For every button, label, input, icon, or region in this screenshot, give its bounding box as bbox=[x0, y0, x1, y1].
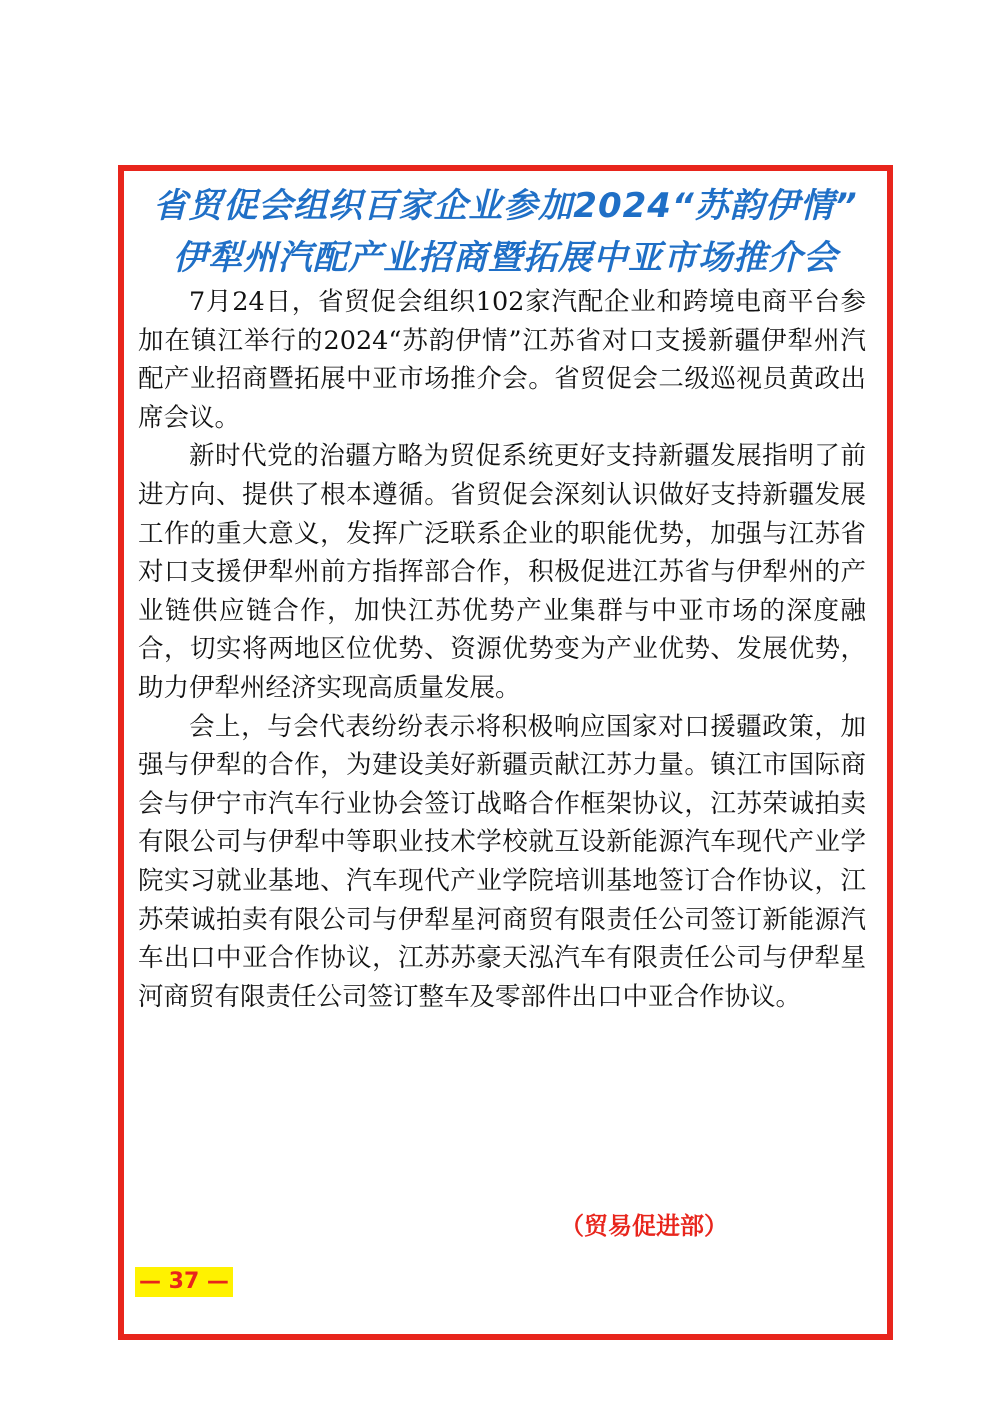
department-byline: （贸易促进部） bbox=[560, 1212, 728, 1240]
article-title bbox=[124, 180, 887, 284]
title-line-1: 省贸促会组织百家企业参加2024“苏韵伊情” bbox=[153, 186, 858, 226]
title-line-2: 伊犁州汽配产业招商暨拓展中亚市场推介会 bbox=[173, 238, 838, 278]
paragraph-1: 7月24日，省贸促会组织102家汽配企业和跨境电商平台参加在镇江举行的2024“苏韵伊情”江苏省对口支援新疆伊犁州汽配产业招商暨拓展中亚市场推介会。省贸促会二级巡视员黄政出席会议。 bbox=[138, 287, 866, 433]
paragraph-2: 新时代党的治疆方略为贸促系统更好支持新疆发展指明了前进方向、提供了根本遵循。省贸促会深刻认识做好支持新疆发展工作的重大意义，发挥广泛联系企业的职能优势，加强与江苏省对口支援伊犁州前方指挥部合作，积极促进江苏省与伊犁州的产业链供应链合作，加快江苏优势产业集群与中亚市场的深度融合，切实将两地区位优势、资源优势变为产业优势、发展优势，助力伊犁州经济实现高质量发展。 bbox=[138, 441, 866, 703]
page-number: — 37 — bbox=[135, 1267, 233, 1297]
article-body bbox=[138, 283, 866, 1016]
paragraph-3: 会上，与会代表纷纷表示将积极响应国家对口援疆政策，加强与伊犁的合作，为建设美好新疆贡献江苏力量。镇江市国际商会与伊宁市汽车行业协会签订战略合作框架协议，江苏荣诚拍卖有限公司与伊犁中等职业技术学校就互设新能源汽车现代产业学院实习就业基地、汽车现代产业学院培训基地签订合作协议，江苏荣诚拍卖有限公司与伊犁星河商贸有限责任公司签订新能源汽车出口中亚合作协议，江苏苏豪天泓汽车有限责任公司与伊犁星河商贸有限责任公司签订整车及零部件出口中亚合作协议。 bbox=[138, 711, 866, 1012]
